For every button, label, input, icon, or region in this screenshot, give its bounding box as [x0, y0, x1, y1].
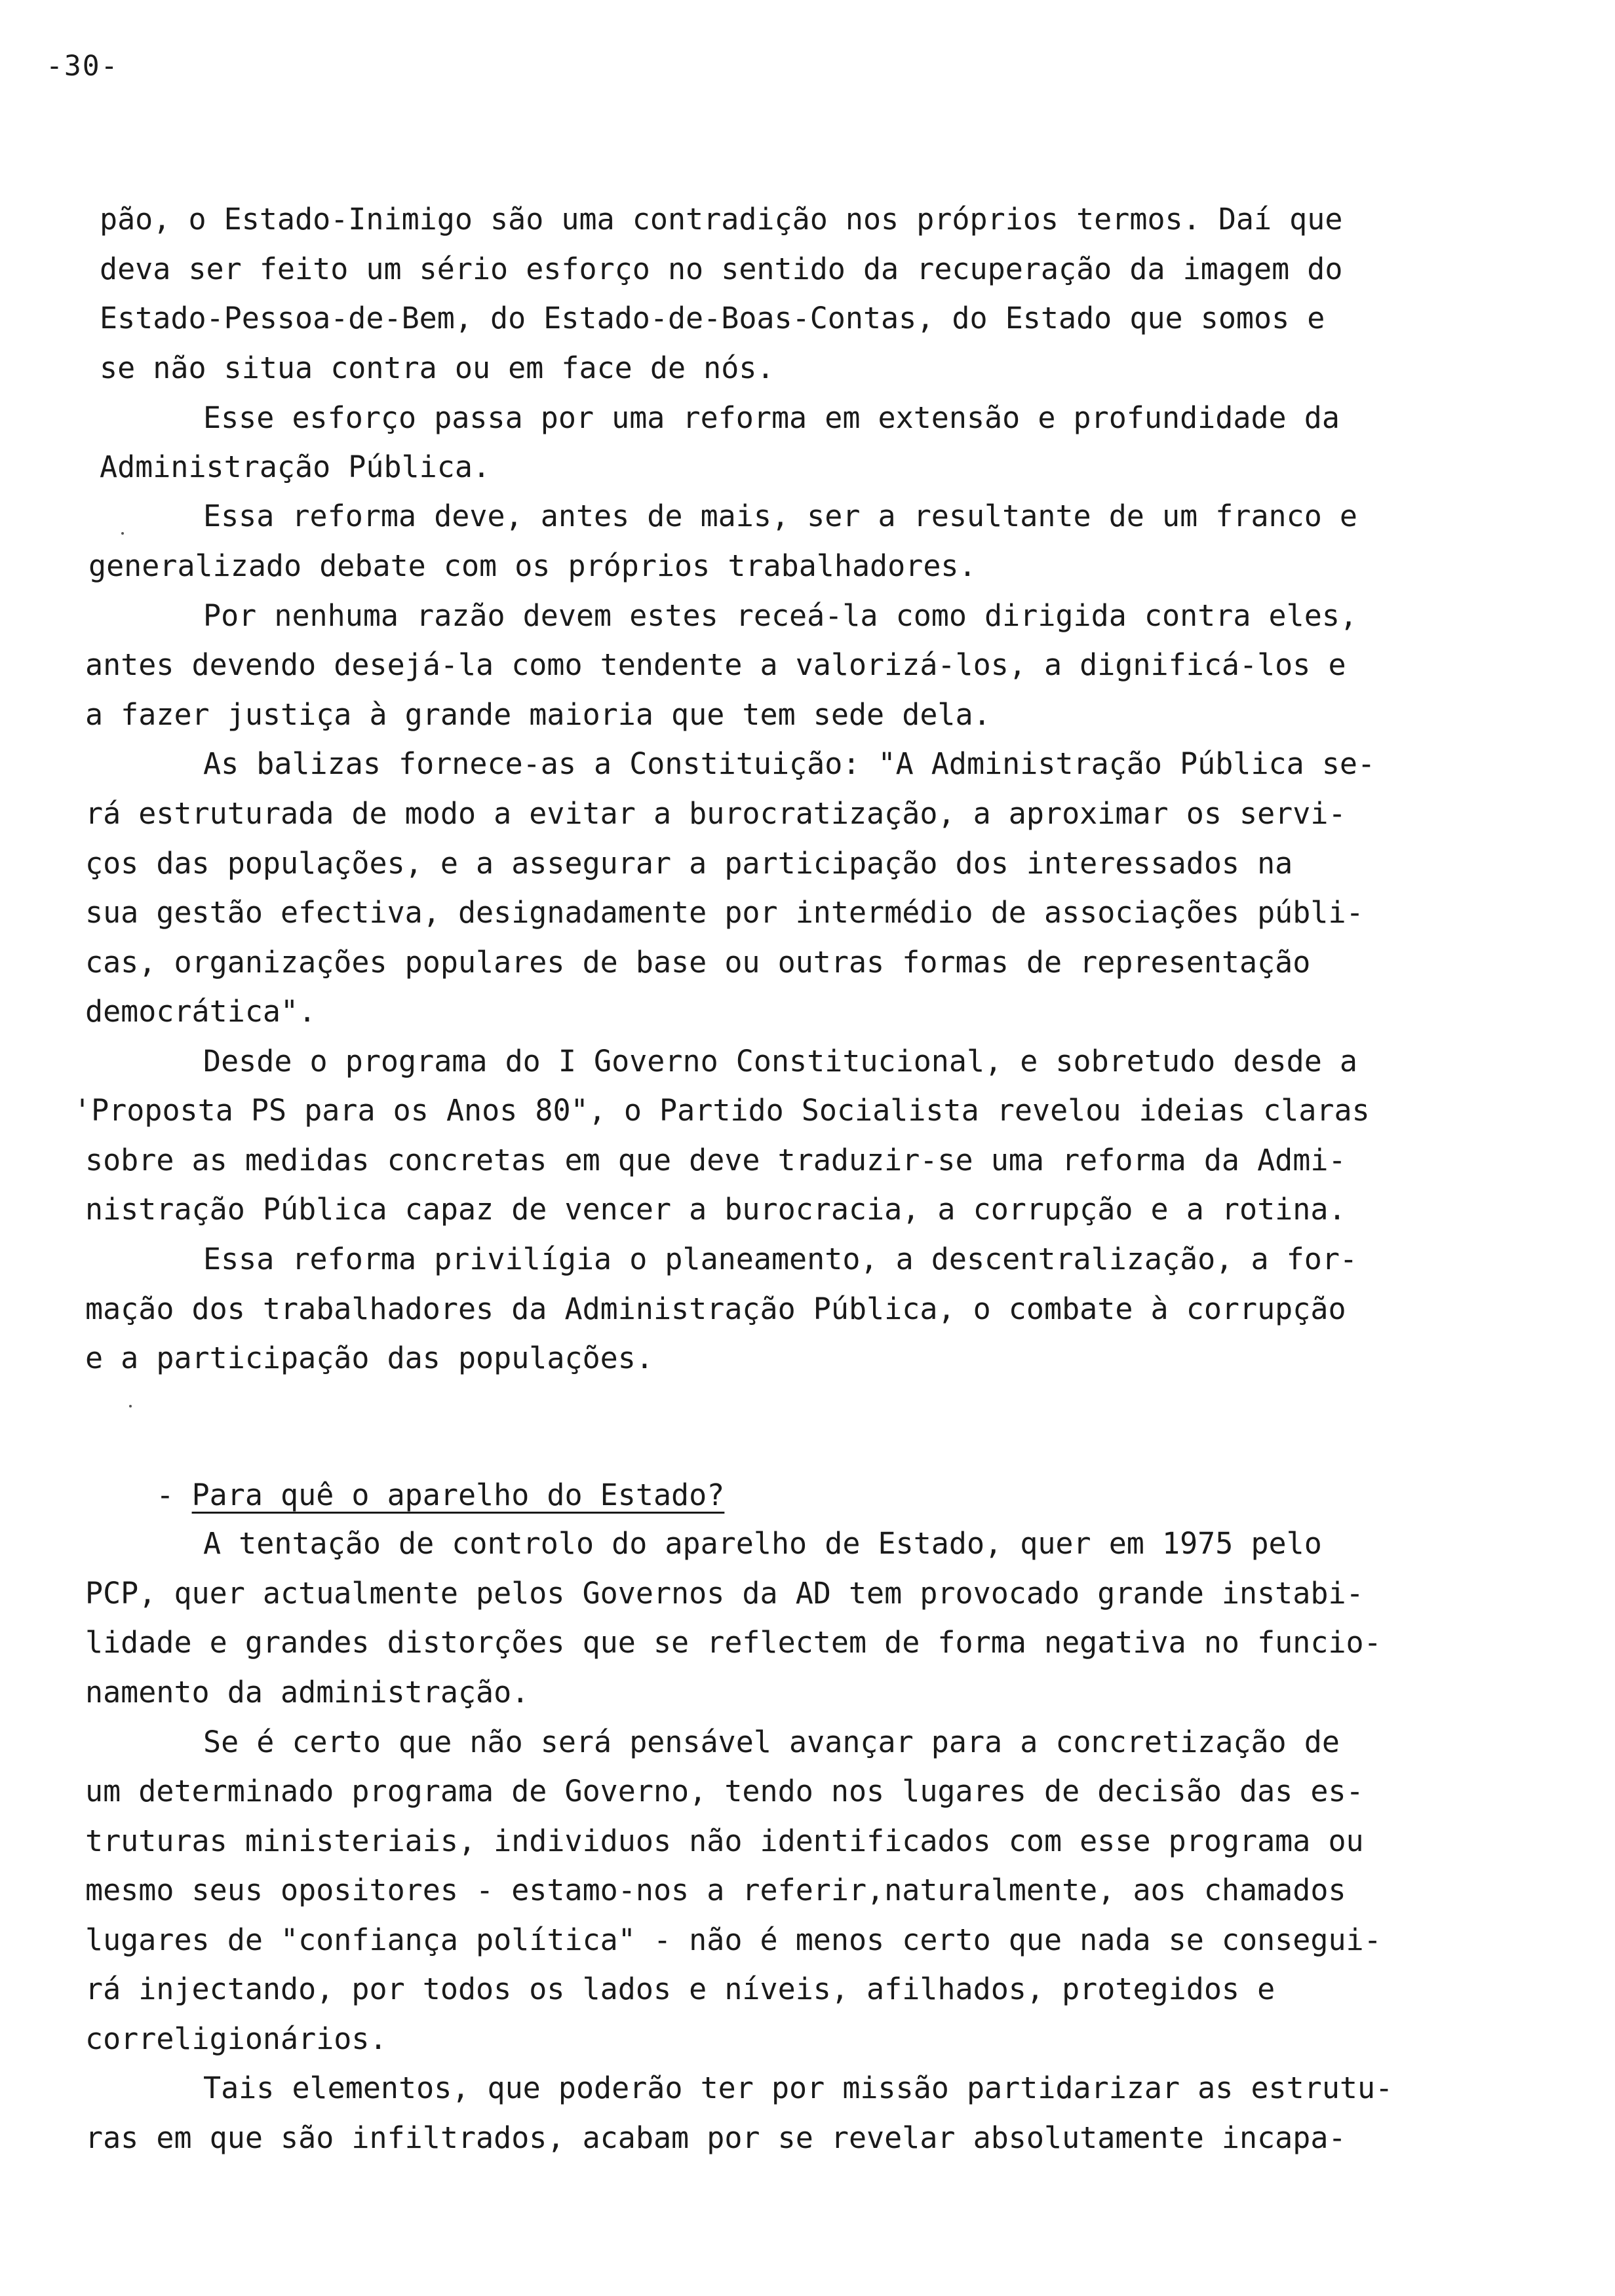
text-line: Tais elementos, que poderão ter por missão partidarizar as estrutu-: [203, 2071, 1393, 2105]
text-line: mesmo seus opositores - estamo-nos a referir,naturalmente, aos chamados: [85, 1873, 1346, 1907]
text-line: a fazer justiça à grande maioria que tem sede dela.: [85, 697, 991, 732]
text-line: democrática".: [85, 994, 317, 1029]
text-line: antes devendo desejá-la como tendente a valorizá-los, a dignificá-los e: [85, 647, 1346, 682]
text-line: PCP, quer actualmente pelos Governos da AD tem provocado grande instabi-: [85, 1576, 1364, 1611]
scan-speck: [121, 532, 124, 535]
heading-text: Para quê o aparelho do Estado?: [191, 1478, 725, 1512]
text-line: deva ser feito um sério esforço no sentido da recuperação da imagem do: [100, 252, 1343, 286]
text-line: correligionários.: [85, 2021, 387, 2056]
text-line: mação dos trabalhadores da Administração Pública, o combate à corrupção: [85, 1292, 1346, 1326]
page-number: -30-: [46, 50, 119, 83]
text-line: generalizado debate com os próprios trabalhadores.: [88, 548, 977, 583]
text-line: ços das populações, e a assegurar a participação dos interessados na: [85, 846, 1293, 881]
text-line: cas, organizações populares de base ou outras formas de representação: [85, 945, 1311, 980]
text-line: Essa reforma privilígia o planeamento, a descentralização, a for-: [203, 1242, 1357, 1276]
text-line: Esse esforço passa por uma reforma em extensão e profundidade da: [203, 400, 1340, 435]
text-line: truturas ministeriais, individuos não identificados com esse programa ou: [85, 1824, 1364, 1858]
heading-dash: -: [156, 1478, 192, 1512]
text-line: Desde o programa do I Governo Constitucional, e sobretudo desde a: [203, 1044, 1357, 1079]
text-line: Essa reforma deve, antes de mais, ser a resultante de um franco e: [203, 499, 1357, 533]
text-line: nistração Pública capaz de vencer a burocracia, a corrupção e a rotina.: [85, 1192, 1346, 1227]
scan-speck: [129, 1405, 132, 1407]
text-line: 'Proposta PS para os Anos 80", o Partido Socialista revelou ideias claras: [73, 1093, 1370, 1128]
text-line: pão, o Estado-Inimigo são uma contradição nos próprios termos. Daí que: [100, 202, 1343, 237]
text-line: Por nenhuma razão devem estes receá-la como dirigida contra eles,: [203, 598, 1357, 633]
text-line: Estado-Pessoa-de-Bem, do Estado-de-Boas-Contas, do Estado que somos e: [100, 301, 1325, 335]
text-line: rá estruturada de modo a evitar a burocratização, a aproximar os servi-: [85, 796, 1346, 831]
text-line: Se é certo que não será pensável avançar para a concretização de: [203, 1725, 1340, 1759]
text-line: rá injectando, por todos os lados e níveis, afilhados, protegidos e: [85, 1972, 1275, 2006]
text-line: se não situa contra ou em face de nós.: [100, 351, 775, 385]
text-line: As balizas fornece-as a Constituição: "A Administração Pública se-: [203, 746, 1376, 781]
text-line: e a participação das populações.: [85, 1341, 653, 1375]
text-line: um determinado programa de Governo, tendo nos lugares de decisão das es-: [85, 1774, 1364, 1808]
text-line: A tentação de controlo do aparelho de Estado, quer em 1975 pelo: [203, 1526, 1322, 1561]
text-line: lugares de "confiança política" - não é menos certo que nada se consegui-: [85, 1923, 1382, 1957]
text-line: sua gestão efectiva, designadamente por intermédio de associações públi-: [85, 895, 1364, 930]
text-line: ras em que são infiltrados, acabam por se revelar absolutamente incapa-: [85, 2120, 1346, 2155]
text-line: namento da administração.: [85, 1675, 530, 1710]
text-line: Administração Pública.: [100, 450, 491, 484]
text-line: lidade e grandes distorções que se reflectem de forma negativa no funcio-: [85, 1625, 1382, 1660]
text-line: sobre as medidas concretas em que deve traduzir-se uma reforma da Admi-: [85, 1143, 1346, 1177]
